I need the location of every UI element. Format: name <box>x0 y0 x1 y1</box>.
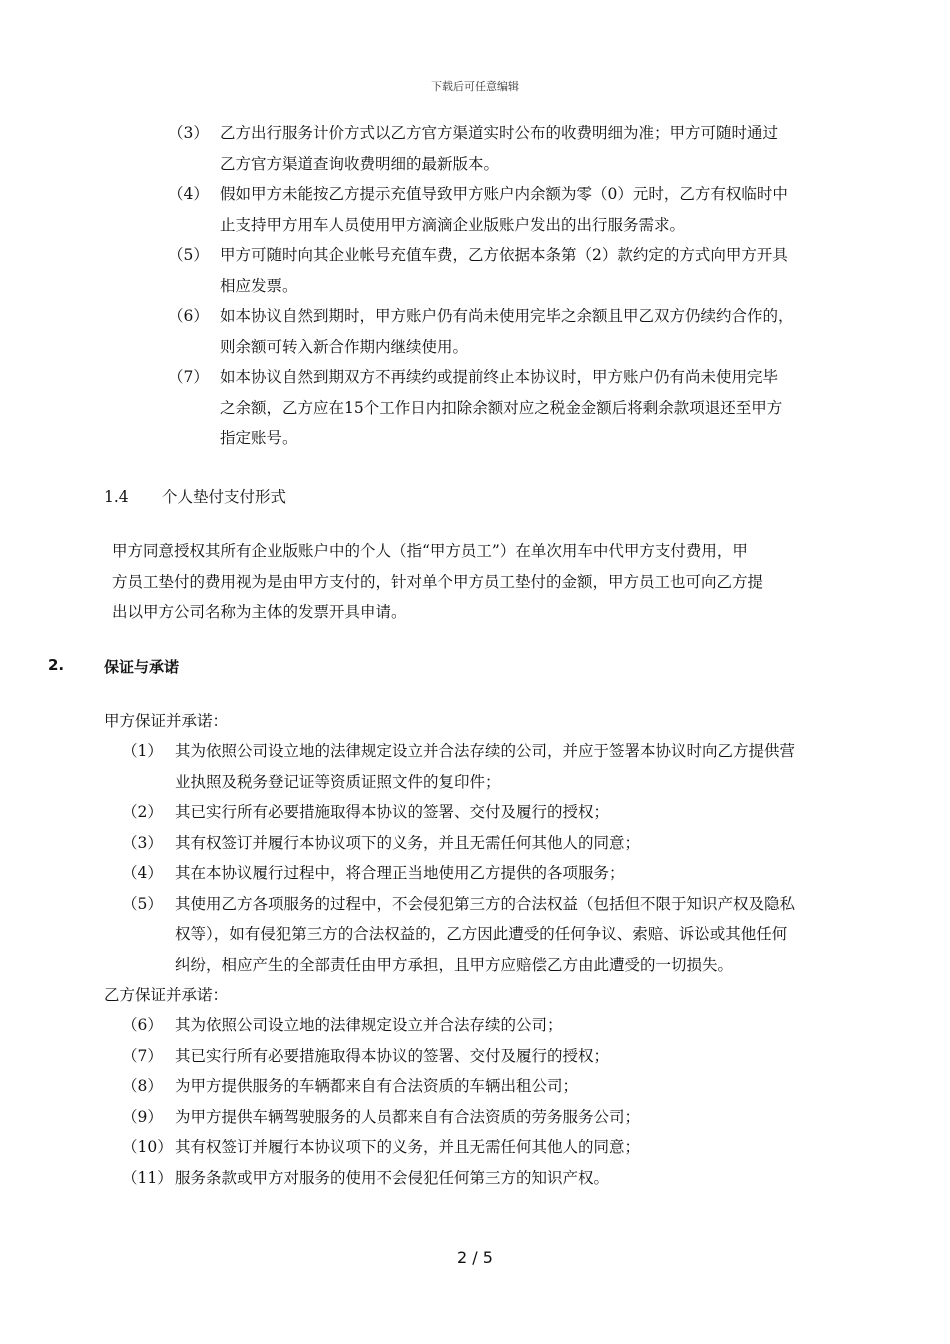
item-line: 为甲方提供服务的车辆都来自有合法资质的车辆出租公司； <box>175 1077 579 1095</box>
item-line: 业执照及税务登记证等资质证照文件的复印件； <box>175 772 501 791</box>
item-number: （1） <box>122 742 163 760</box>
item-number: （5） <box>168 246 209 264</box>
item-line: 之余额，乙方应在15个工作日内扣除余额对应之税金金额后将剩余款项退还至甲方 <box>220 398 783 417</box>
page-number: 2 / 5 <box>457 1248 493 1267</box>
list-item <box>122 1041 640 1072</box>
item-number: （10） <box>122 1138 173 1156</box>
item-line: 其已实行所有必要措施取得本协议的签署、交付及履行的授权； <box>175 1046 610 1065</box>
section-heading-2 <box>48 656 179 677</box>
payment-terms-list <box>168 118 840 454</box>
item-line: 其已实行所有必要措施取得本协议的签署、交付及履行的授权； <box>175 803 610 821</box>
item-line: 乙方官方渠道查询收费明细的最新版本。 <box>220 154 500 173</box>
list-item <box>122 1163 640 1194</box>
list-item <box>122 858 875 889</box>
list-item <box>122 1010 640 1041</box>
item-number: （7） <box>122 1046 163 1065</box>
section-title: 个人垫付支付形式 <box>162 488 287 506</box>
section-1-4-paragraph <box>112 536 763 628</box>
item-number: （9） <box>122 1107 163 1126</box>
paragraph-line: 出以甲方公司名称为主体的发票开具申请。 <box>112 603 407 621</box>
item-line: 指定账号。 <box>220 429 298 447</box>
section-number: 1.4 <box>104 488 129 506</box>
section-heading-1-4 <box>104 482 286 513</box>
list-item <box>168 118 840 179</box>
item-line: 其有权签订并履行本协议项下的义务，并且无需任何其他人的同意； <box>175 1138 641 1156</box>
list-item <box>168 179 840 240</box>
item-line: 其为依照公司设立地的法律规定设立并合法存续的公司，并应于签署本协议时向乙方提供营 <box>175 742 796 760</box>
item-number: （3） <box>168 124 209 142</box>
item-number: （6） <box>168 307 209 325</box>
item-number: （2） <box>122 803 163 821</box>
list-item <box>168 240 840 301</box>
list-item <box>122 889 875 981</box>
item-line: 其有权签订并履行本协议项下的义务，并且无需任何其他人的同意； <box>175 833 641 852</box>
party-b-warranties-list <box>122 1010 640 1193</box>
list-item <box>168 362 840 454</box>
item-line: 则余额可转入新合作期内继续使用。 <box>220 337 469 356</box>
item-line: 止支持甲方用车人员使用甲方滴滴企业版账户发出的出行服务需求。 <box>220 215 686 234</box>
item-line: 假如甲方未能按乙方提示充值导致甲方账户内余额为零（0）元时，乙方有权临时中 <box>220 185 788 203</box>
list-item <box>122 797 875 828</box>
item-line: 如本协议自然到期双方不再续约或提前终止本协议时，甲方账户仍有尚未使用完毕 <box>220 368 779 386</box>
item-number: （11） <box>122 1168 173 1187</box>
item-line: 服务条款或甲方对服务的使用不会侵犯任何第三方的知识产权。 <box>175 1168 610 1187</box>
item-line: 纠纷，相应产生的全部责任由甲方承担，且甲方应赔偿乙方由此遭受的一切损失。 <box>175 955 734 974</box>
list-item <box>122 1132 640 1163</box>
item-number: （4） <box>122 864 163 882</box>
item-number: （8） <box>122 1077 163 1095</box>
item-line: 乙方出行服务计价方式以乙方官方渠道实时公布的收费明细为准；甲方可随时通过 <box>220 124 779 142</box>
party-b-intro: 乙方保证并承诺： <box>104 986 229 1004</box>
item-number: （4） <box>168 185 209 203</box>
item-line: 其在本协议履行过程中，将合理正当地使用乙方提供的各项服务； <box>175 864 625 882</box>
item-line: 为甲方提供车辆驾驶服务的人员都来自有合法资质的劳务服务公司； <box>175 1107 641 1126</box>
list-item <box>122 736 875 797</box>
item-line: 相应发票。 <box>220 276 298 295</box>
list-item <box>122 1102 640 1133</box>
item-number: （5） <box>122 894 163 913</box>
item-line: 权等），如有侵犯第三方的合法权益的，乙方因此遭受的任何争议、索赔、诉讼或其他任何 <box>175 925 788 943</box>
item-number: （7） <box>168 368 209 386</box>
item-number: （6） <box>122 1016 163 1034</box>
party-a-intro: 甲方保证并承诺： <box>104 712 229 730</box>
item-line: 其使用乙方各项服务的过程中，不会侵犯第三方的合法权益（包括但不限于知识产权及隐私 <box>175 894 796 913</box>
section-number: 2. <box>48 656 65 674</box>
list-item <box>122 828 875 859</box>
page-header: 下载后可任意编辑 <box>431 80 519 93</box>
section-title: 保证与承诺 <box>104 658 180 676</box>
item-line: 其为依照公司设立地的法律规定设立并合法存续的公司； <box>175 1016 563 1034</box>
list-item <box>168 301 840 362</box>
item-number: （3） <box>122 833 163 852</box>
paragraph-line: 方员工垫付的费用视为是由甲方支付的，针对单个甲方员工垫付的金额，甲方员工也可向乙方提 <box>112 572 764 591</box>
party-a-warranties-list <box>122 736 875 980</box>
item-line: 如本协议自然到期时，甲方账户仍有尚未使用完毕之余额且甲乙双方仍续约合作的， <box>220 307 794 325</box>
list-item <box>122 1071 640 1102</box>
paragraph-line: 甲方同意授权其所有企业版账户中的个人（指“甲方员工”）在单次用车中代甲方支付费用，甲 <box>112 542 748 560</box>
item-line: 甲方可随时向其企业帐号充值车费，乙方依据本条第（2）款约定的方式向甲方开具 <box>220 246 788 264</box>
